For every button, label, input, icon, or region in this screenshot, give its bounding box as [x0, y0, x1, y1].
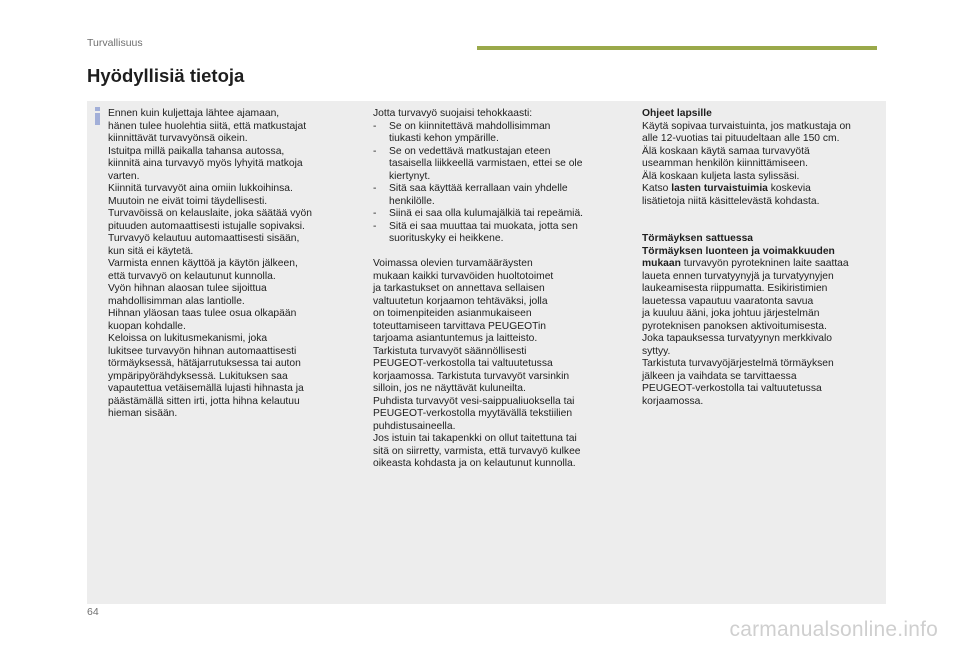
- text-line: Istuitpa millä paikalla tahansa autossa,: [108, 145, 285, 157]
- effectiveness-intro: Jotta turvavyö suojaisi tehokkaasti:: [373, 108, 533, 119]
- text-line: mahdollisimman alas lantiolle.: [108, 295, 245, 307]
- column-seatbelt-maintenance: [373, 108, 630, 471]
- collision-heading: Törmäyksen sattuessa: [642, 233, 754, 244]
- collision-subheading-cont: mukaan turvavyön pyrotekninen laite saattaa: [642, 258, 849, 269]
- list-item: - Sitä ei saa muuttaa tai muokata, jotta sen: [373, 220, 578, 232]
- text-line: useamman henkilön kiinnittämiseen.: [642, 158, 808, 169]
- text-line: Puhdista turvavyöt vesi-saippualiuoksella tai: [373, 395, 575, 407]
- text-line: Keloissa on lukitusmekanismi, joka: [108, 333, 268, 344]
- text-line: laukeamisesta riippumatta. Esikiristimien: [642, 283, 828, 294]
- text-line: Älä koskaan käytä samaa turvavyötä: [642, 145, 810, 157]
- maintenance-paragraph: [373, 258, 630, 471]
- text-line: PEUGEOT-verkostolla tai valtuutetussa: [373, 358, 553, 369]
- text-line: Voimassa olevien turvamääräysten: [373, 258, 533, 269]
- text-line: vapautettua vetäisemällä lujasti hihnasta ja: [108, 383, 304, 394]
- text-line: Jos istuin tai takapenkki on ollut taitettuna tai: [373, 433, 577, 444]
- child-seats-link[interactable]: lasten turvaistuimia: [671, 183, 768, 194]
- text-line: Hihnan yläosan taas tulee osua olkapään: [108, 308, 297, 319]
- list-item: - Se on vedettävä matkustajan eteen: [373, 145, 551, 157]
- text-line: hieman sisään.: [108, 408, 178, 419]
- text-line: kun sitä ei käytetä.: [108, 245, 194, 257]
- list-item: - Sitä saa käyttää kerrallaan vain yhdelle: [373, 183, 568, 194]
- text-line: Ennen kuin kuljettaja lähtee ajamaan,: [108, 108, 280, 119]
- text-line: Kiinnitä turvavyöt aina omiin lukkoihinsa.: [108, 183, 293, 194]
- info-icon: [93, 107, 102, 125]
- text-line: kiinnitä aina turvavyö myös lyhyitä matkoja: [108, 158, 303, 169]
- text-line: Älä koskaan kuljeta lasta sylissäsi.: [642, 170, 800, 182]
- text-line: pyroteknisen panoksen aktivoitumisesta.: [642, 320, 827, 332]
- text-line: kuopan kohdalle.: [108, 320, 186, 332]
- children-reference: Katso lasten turvaistuimia koskevia: [642, 183, 811, 194]
- section-label: Turvallisuus: [87, 37, 143, 49]
- list-item: - Siinä ei saa olla kulumajälkiä tai repeämiä.: [373, 208, 584, 219]
- text-line: Turvavöissä on kelauslaite, joka säätää vyön: [108, 208, 312, 219]
- text-line: Joka tapauksessa turvatyynyn merkkivalo: [642, 333, 833, 344]
- text-line: päästämällä sitten irti, jotta hihna kelautuu: [108, 395, 300, 407]
- list-item: - Se on kiinnitettävä mahdollisimman: [373, 120, 551, 132]
- page-number: 64: [87, 606, 99, 618]
- list-item: kiertynyt.: [389, 170, 431, 182]
- text-line: lukitsee turvavyön hihnan automaattisesti: [108, 345, 297, 357]
- text-line: kiinnittävät turvavyönsä oikein.: [108, 133, 248, 144]
- text-line: silloin, jos ne näyttävät kuluneilta.: [373, 383, 526, 394]
- list-item: suorituskyky ei heikkene.: [389, 233, 504, 244]
- text-line: alle 12-vuotias tai pituudeltaan alle 150 cm.: [642, 133, 840, 144]
- list-item: tasaisella liikkeellä varmistaen, ettei se ole: [389, 158, 583, 169]
- children-reference-end: lisätietoja niitä käsittelevästä kohdasta.: [642, 195, 820, 207]
- collision-text: [642, 271, 887, 409]
- text-line: PEUGEOT-verkostolla tai valtuutetussa: [642, 383, 822, 394]
- column-seatbelt-use: [108, 108, 364, 421]
- text-line: korjaamossa. Tarkistuta turvavyöt varsinkin: [373, 370, 570, 382]
- list-item: henkilölle.: [389, 195, 435, 207]
- text-line: toteuttamiseen tarvittava PEUGEOTin: [373, 320, 547, 332]
- children-heading: Ohjeet lapsille: [642, 108, 712, 119]
- text-line: Vyön hihnan alaosan tulee sijoittua: [108, 283, 267, 294]
- text-line: että turvavyö on kelautunut kunnolla.: [108, 270, 276, 282]
- text-line: korjaamossa.: [642, 395, 704, 407]
- text-line: puhdistusaineella.: [373, 420, 456, 432]
- watermark: carmanualsonline.info: [729, 618, 938, 641]
- header-accent-bar: [477, 46, 877, 50]
- collision-subheading: Törmäyksen luonteen ja voimakkuuden: [642, 245, 835, 257]
- text-line: törmäyksessä, hätäjarrutuksessa tai auton: [108, 358, 301, 369]
- text-line: hänen tulee huolehtia siitä, että matkustajat: [108, 120, 307, 132]
- text-line: lauetessa vapautuu vaaratonta savua: [642, 295, 814, 307]
- text-line: oikeasta kohdasta ja on kelautunut kunnolla.: [373, 458, 576, 469]
- text-line: varten.: [108, 170, 140, 182]
- text-line: Tarkistuta turvavyöt säännöllisesti: [373, 345, 527, 357]
- text-line: jälkeen ja vaihdata se tarvittaessa: [642, 370, 797, 382]
- text-line: syttyy.: [642, 345, 671, 357]
- column-children-collision: [642, 108, 887, 408]
- text-line: Käytä sopivaa turvaistuinta, jos matkustaja on: [642, 120, 851, 132]
- text-line: laueta ennen turvatyynyjä ja turvatyynyjen: [642, 270, 834, 282]
- text-line: Turvavyö kelautuu automaattisesti sisään,: [108, 233, 300, 244]
- text-line: Varmista ennen käyttöä ja käytön jälkeen,: [108, 258, 298, 269]
- text-line: Muutoin ne eivät toimi täydellisesti.: [108, 195, 268, 207]
- text-line: PEUGEOT-verkostolla myytävällä tekstiilien: [373, 408, 573, 419]
- text-line: ja kuuluu ääni, joka johtuu järjestelmän: [642, 308, 820, 319]
- effectiveness-list: [373, 121, 630, 246]
- text-line: on toimenpiteiden asianmukaiseen: [373, 308, 532, 319]
- text-line: valtuutetun korjaamon tehtäväksi, jolla: [373, 295, 548, 307]
- page-title: Hyödyllisiä tietoja: [87, 65, 245, 86]
- children-instructions: [642, 121, 887, 184]
- text-line: pituuden automaattisesti istujalle sopivaksi.: [108, 220, 305, 232]
- text-line: sitä on siirretty, varmista, että turvavyö kulkee: [373, 445, 581, 457]
- text-line: tarjoama asiantuntemus ja laitteisto.: [373, 333, 538, 344]
- text-line: mukaan kaikki turvavöiden huoltotoimet: [373, 270, 554, 282]
- text-line: ja tarkastukset on annettava sellaisen: [373, 283, 545, 294]
- text-line: ympäripyörähdyksessä. Lukituksen saa: [108, 370, 288, 382]
- text-line: Tarkistuta turvavyöjärjestelmä törmäyksen: [642, 358, 834, 369]
- list-item: tiukasti kehon ympärille.: [389, 133, 499, 144]
